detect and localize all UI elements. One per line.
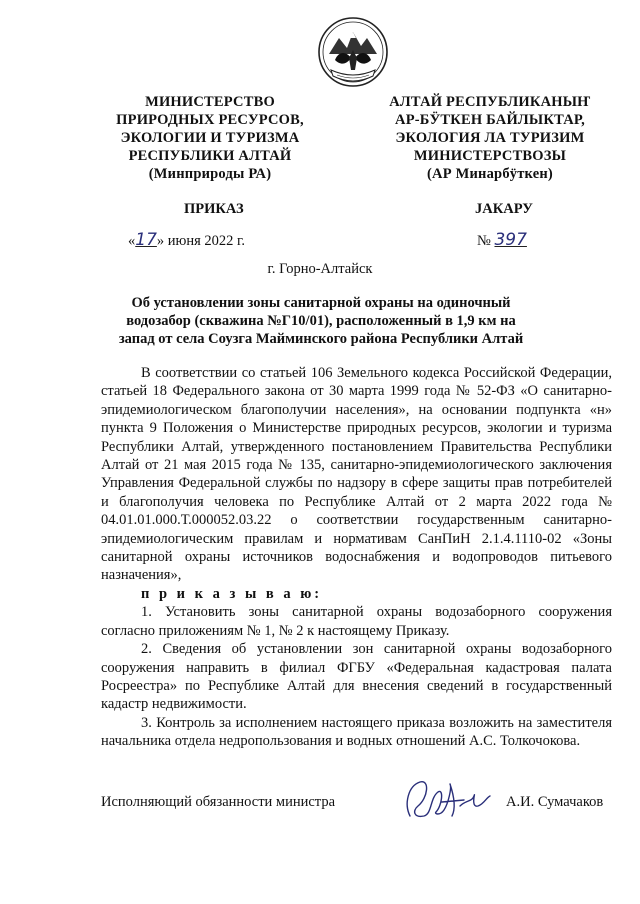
ministry-alt-line-2: АР-БӰТКЕН БАЙЛЫКТАР, — [395, 112, 585, 128]
order-word-alt: JАКАРУ — [475, 201, 533, 217]
ministry-ru-line-3: ЭКОЛОГИИ И ТУРИЗМА — [120, 130, 300, 146]
order-date — [128, 230, 245, 250]
ministry-alt-line-4: МИНИСТЕРСТВОЗЫ — [413, 148, 567, 164]
date-day-handwritten: 17 — [135, 230, 157, 250]
ministry-alt-line-3: ЭКОЛОГИЯ ЛА ТУРИЗИМ — [395, 130, 585, 146]
document-body — [101, 364, 612, 751]
command-word: п р и к а з ы в а ю: — [141, 585, 323, 602]
item-2: 2. Сведения об установлении зон санитарной охраны водозаборного сооружения направить в филиал ФГБУ «Федеральная кадастровая палата Росреестра» по Республике Алтай для внесения сведений в государственный кадастр недвижимости. — [101, 641, 612, 713]
ministry-ru-line-4: РЕСПУБЛИКИ АЛТАЙ — [128, 148, 292, 164]
item-3: 3. Контроль за исполнением настоящего приказа возложить на заместителя начальника отдела недропользования и водных отношений А.С. Толкочокова. — [101, 714, 612, 750]
date-open-quote: « — [128, 233, 136, 249]
order-number — [477, 230, 527, 250]
ministry-name-ru — [95, 93, 325, 183]
ministry-ru-line-5: (Минприроды РА) — [148, 166, 272, 182]
number-handwritten: 397 — [494, 230, 527, 250]
republic-altai-emblem-icon — [317, 14, 389, 90]
number-prefix: № — [477, 233, 491, 249]
ministry-name-alt — [380, 93, 600, 183]
document-title: Об установлении зоны санитарной охраны на одиночный водозабор (скважина №Г10/01), расположенный в 1,9 км на запад от села Соузга Майминского района Республики Алтай — [118, 295, 524, 347]
item-1: 1. Установить зоны санитарной охраны водозаборного сооружения согласно приложениям № 1, № 2 к настоящему Приказу. — [101, 604, 612, 639]
ministry-alt-line-5: (АР Минарбӱткен) — [427, 166, 553, 182]
city-line: г. Горно-Алтайск — [267, 261, 373, 277]
order-word-ru: ПРИКАЗ — [184, 201, 244, 217]
ministry-alt-line-1: АЛТАЙ РЕСПУБЛИКАНЫҤ — [389, 94, 591, 110]
signatory-name: А.И. Сумачаков — [506, 794, 604, 810]
handwritten-signature-icon — [394, 776, 494, 822]
signatory-role: Исполняющий обязанности министра — [101, 794, 336, 810]
preamble-paragraph: В соответствии со статьей 106 Земельного кодекса Российской Федерации, статьей 18 Федерального закона от 30 марта 1999 года № 52-ФЗ «О санитарно-эпидемиологическом благополучии населения», на основании подпункта «н» пункта 9 Положения о Министерстве природных ресурсов, экологии и туризма Республики Алтай, утвержденного постановлением Правительства Республики Алтай от 21 мая 2015 года № 135, санитарно-эпидемиологического заключения Управления Федеральной службы по надзору в сфере защиты прав потребителей и благополучия человека по Республике Алтай от 2 марта 2022 года № 04.01.01.000.Т.000052.03.22 о соответствии государственным санитарно-эпидемиологическим правилам и нормативам СанПиН 2.1.4.1110-02 «Зоны санитарной охраны источников водоснабжения и водопроводов питьевого назначения», — [101, 365, 612, 584]
ministry-ru-line-2: ПРИРОДНЫХ РЕСУРСОВ, — [116, 112, 304, 128]
ministry-ru-line-1: МИНИСТЕРСТВО — [145, 94, 275, 110]
date-rest: » июня 2022 г. — [156, 233, 245, 249]
